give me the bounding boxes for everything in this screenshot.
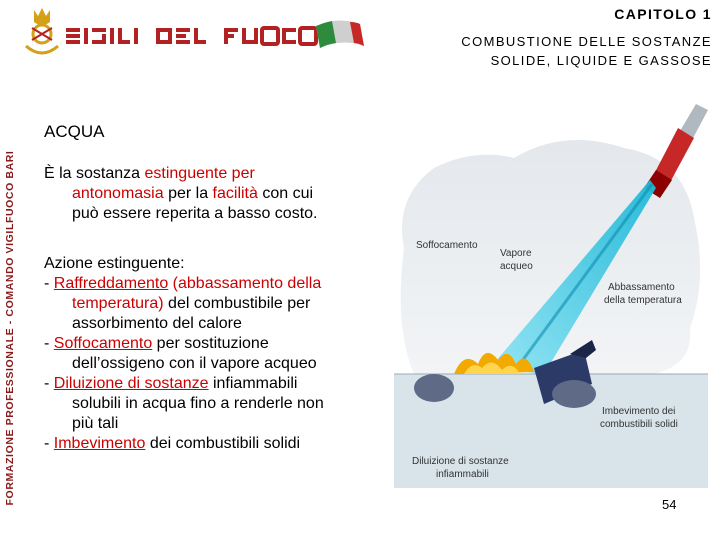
dash: - bbox=[44, 435, 54, 452]
section-heading: ACQUA bbox=[44, 122, 105, 141]
p1-line-3: può essere reperita a basso costo. bbox=[72, 205, 318, 222]
p1-text-f: con cui bbox=[257, 185, 314, 202]
emblem-icon bbox=[26, 8, 58, 53]
subtitle-line-2: SOLIDE, LIQUIDE E GASSOSE bbox=[490, 52, 712, 68]
dash: - bbox=[44, 375, 54, 392]
page-number: 54 bbox=[662, 497, 677, 512]
logo-wordmark bbox=[66, 28, 316, 44]
p1-highlight-estinguente: estinguente per bbox=[144, 165, 255, 182]
action-item-raffreddamento-cont2: assorbimento del calore bbox=[72, 315, 242, 332]
vigili-del-fuoco-logo bbox=[20, 6, 380, 62]
label-diluizione-2: infiammabili bbox=[436, 469, 489, 480]
a1-text: del combustibile per bbox=[163, 295, 311, 312]
flag-icon bbox=[316, 20, 364, 48]
a3-text: infiammabili bbox=[208, 375, 298, 392]
p1-highlight-antonomasia: antonomasia bbox=[72, 185, 164, 202]
p1-line-2 bbox=[44, 184, 384, 204]
term-diluizione: Diluizione di sostanze bbox=[53, 375, 209, 392]
dash: - bbox=[44, 335, 54, 352]
a1-red-text: (abbassamento della bbox=[168, 275, 322, 292]
intro-paragraph bbox=[44, 164, 384, 224]
extinguishing-illustration bbox=[394, 88, 708, 488]
action-item-diluizione-cont: solubili in acqua fino a renderle non bbox=[72, 395, 324, 412]
label-vapore-2: acqueo bbox=[500, 261, 533, 272]
subtitle-line-1: COMBUSTIONE DELLE SOSTANZE bbox=[461, 34, 712, 49]
action-item-soffocamento bbox=[44, 335, 269, 352]
p1-text-a: È la sostanza bbox=[44, 165, 145, 182]
label-imbevimento-2: combustibili solidi bbox=[600, 419, 678, 430]
action-item-imbevimento bbox=[44, 435, 300, 452]
extinguishing-actions bbox=[44, 254, 389, 454]
dash: - bbox=[44, 275, 54, 292]
action-item-raffreddamento-cont bbox=[44, 294, 389, 314]
label-imbevimento-1: Imbevimento dei bbox=[602, 406, 676, 417]
label-abbassamento-1: Abbassamento bbox=[608, 282, 675, 293]
term-raffreddamento: Raffreddamento bbox=[53, 275, 169, 292]
action-item-soffocamento-cont: dell’ossigeno con il vapore acqueo bbox=[72, 355, 317, 372]
p1-highlight-facilita: facilità bbox=[212, 185, 258, 202]
action-item-diluizione bbox=[44, 375, 297, 392]
label-vapore-1: Vapore bbox=[500, 248, 532, 259]
vertical-band bbox=[0, 0, 19, 540]
term-imbevimento: Imbevimento bbox=[53, 435, 146, 452]
p1-text-d: per la bbox=[163, 185, 213, 202]
vertical-band-text: FORMAZIONE PROFESSIONALE - COMANDO VIGILFUOCO BARI bbox=[3, 150, 16, 506]
label-diluizione-1: Diluizione di sostanze bbox=[412, 456, 509, 467]
label-soffocamento: Soffocamento bbox=[416, 240, 478, 251]
chapter-label: CAPITOLO 1 bbox=[614, 6, 712, 22]
term-soffocamento: Soffocamento bbox=[53, 335, 153, 352]
a1-red-temperatura: temperatura) bbox=[72, 295, 164, 312]
action-title: Azione estinguente: bbox=[44, 255, 185, 272]
action-item-diluizione-cont2: più tali bbox=[72, 415, 119, 432]
a2-text: per sostituzione bbox=[152, 335, 269, 352]
slide-subtitle bbox=[461, 33, 712, 71]
a4-text: dei combustibili solidi bbox=[145, 435, 301, 452]
action-item-raffreddamento bbox=[44, 275, 321, 292]
label-abbassamento-2: della temperatura bbox=[604, 295, 682, 306]
